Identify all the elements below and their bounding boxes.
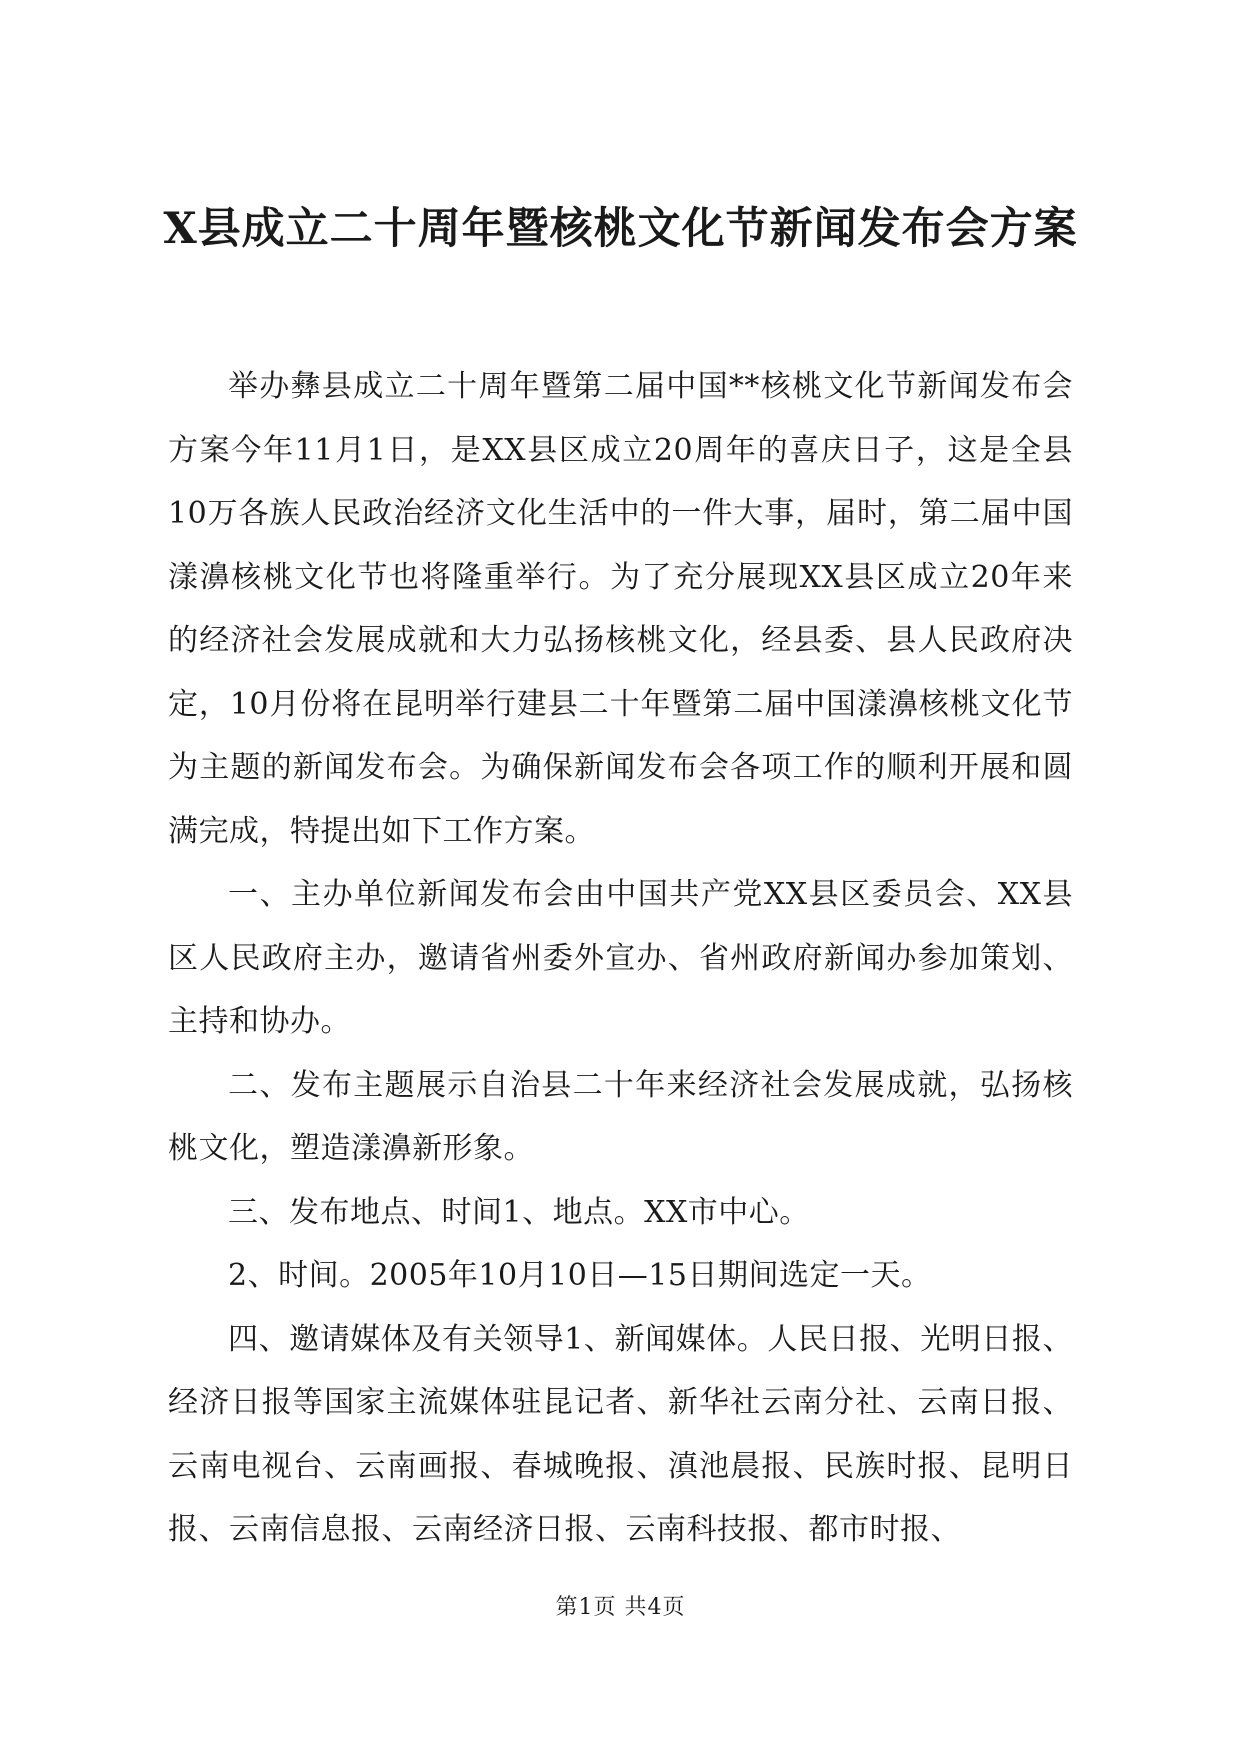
- paragraph-media: 四、邀请媒体及有关领导1、新闻媒体。人民日报、光明日报、经济日报等国家主流媒体驻昆记者、新华社云南分社、云南日报、云南电视台、云南画报、春城晚报、滇池晨报、民族时报、昆明日报、云南信息报、云南经济日报、云南科技报、都市时报、: [168, 1321, 1073, 1547]
- paragraph-time: 2、时间。2005年10月10日—15日期间选定一天。: [228, 1258, 932, 1293]
- paragraph-intro: 举办彝县成立二十周年暨第二届中国**核桃文化节新闻发布会方案今年11月1日，是XX县区成立20周年的喜庆日子，这是全县10万各族人民政治经济文化生活中的一件大事，届时，第二届中国漾濞核桃文化节也将隆重举行。为了充分展现XX县区成立20年来的经济社会发展成就和大力弘扬核桃文化，经县委、县人民政府决定，10月份将在昆明举行建县二十年暨第二届中国漾濞核桃文化节为主题的新闻发布会。为确保新闻发布会各项工作的顺利开展和圆满完成，特提出如下工作方案。: [168, 369, 1073, 849]
- paragraph-organizer: 一、主办单位新闻发布会由中国共产党XX县区委员会、XX县区人民政府主办，邀请省州委外宣办、省州政府新闻办参加策划、主持和协办。: [168, 877, 1073, 1039]
- document-title: X县成立二十周年暨核桃文化节新闻发布会方案: [163, 204, 1078, 254]
- document-body: [168, 355, 1073, 1562]
- paragraph-theme: 二、发布主题展示自治县二十年来经济社会发展成就，弘扬核桃文化，塑造漾濞新形象。: [168, 1067, 1073, 1166]
- paragraph-location: 三、发布地点、时间1、地点。XX市中心。: [228, 1194, 810, 1230]
- page-number-footer: 第1页 共4页: [555, 1595, 686, 1620]
